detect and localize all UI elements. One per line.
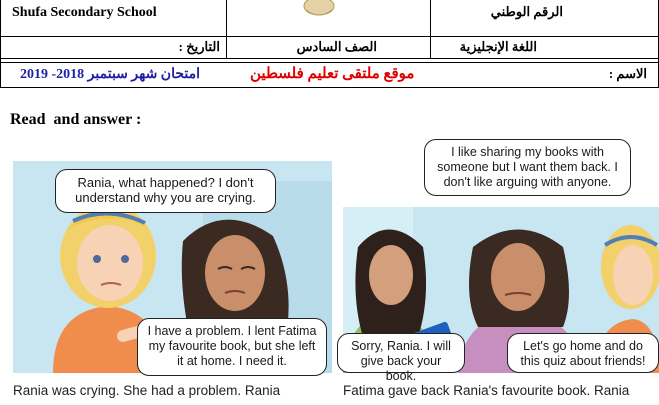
name-label: الاسم :: [608, 66, 647, 81]
speech-bubble-question: Rania, what happened? I don't understand why you are crying.: [55, 169, 276, 213]
speech-bubble-sorry: Sorry, Rania. I will give back your book.: [337, 333, 465, 373]
national-number-label: الرقم الوطني: [490, 4, 563, 19]
speech-bubble-quiz: Let's go home and do this quiz about friends!: [507, 333, 659, 373]
panel-2-caption: Fatima gave back Rania's favourite book. Rania: [343, 383, 630, 398]
speech-bubble-sharing: I like sharing my books with someone but I want them back. I don't like arguing with anyone.: [424, 139, 631, 196]
speech-bubble-problem: I have a problem. I lent Fatima my favourite book, but she left it at home. I need it.: [137, 318, 327, 376]
panel-1-caption: Rania was crying. She had a problem. Rania: [13, 383, 281, 398]
school-emblem: [294, 0, 344, 20]
school-name: Shufa Secondary School: [12, 5, 157, 20]
exam-title: امتحان شهر سبتمبر 2018- 2019: [20, 67, 200, 82]
section-title: Read and answer :: [10, 111, 142, 128]
subject-label: اللغة الإنجليزية: [459, 39, 537, 54]
date-label: التاريخ :: [178, 39, 220, 54]
website-label: موقع ملتقى تعليم فلسطين: [250, 66, 415, 82]
grade-label: الصف السادس: [296, 39, 377, 54]
